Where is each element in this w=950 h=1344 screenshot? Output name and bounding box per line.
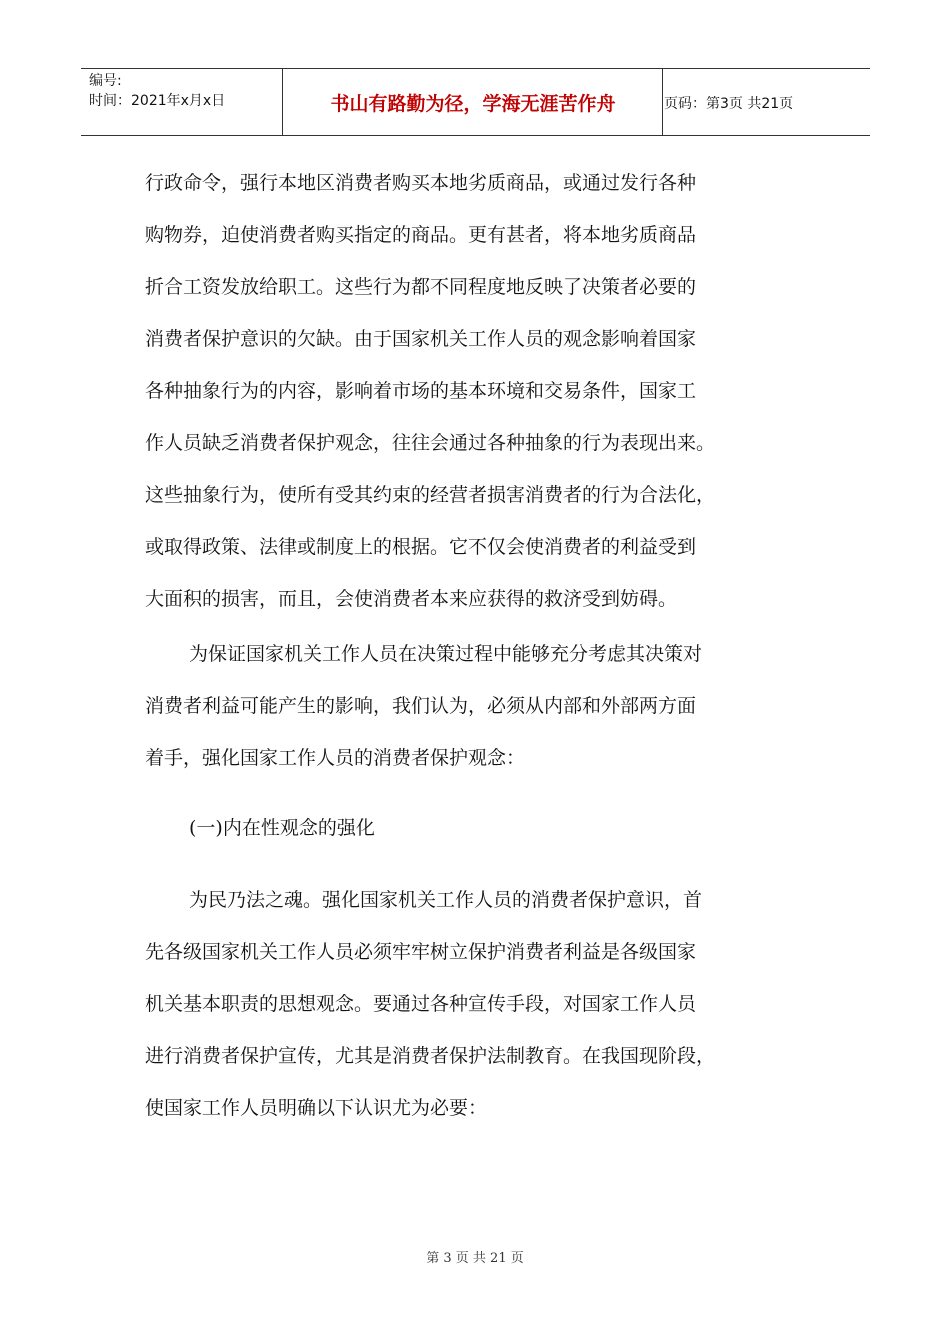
text-line: 或取得政策、法律或制度上的根据。它不仅会使消费者的利益受到 bbox=[145, 536, 697, 558]
document-number-label: 编号: bbox=[89, 73, 122, 89]
text-line: 消费者保护意识的欠缺。由于国家机关工作人员的观念影响着国家 bbox=[145, 328, 697, 350]
page-footer: 第 3 页 共 21 页 bbox=[426, 1251, 524, 1266]
header-divider-left bbox=[282, 69, 283, 135]
text-line: 为民乃法之魂。强化国家机关工作人员的消费者保护意识，首 bbox=[189, 889, 703, 911]
text-line: 各种抽象行为的内容，影响着市场的基本环境和交易条件，国家工 bbox=[145, 380, 697, 402]
text-line: 着手，强化国家工作人员的消费者保护观念： bbox=[145, 747, 526, 769]
header-meta bbox=[89, 71, 225, 111]
text-line: 机关基本职责的思想观念。要通过各种宣传手段，对国家工作人员 bbox=[145, 993, 697, 1015]
text-line: 这些抽象行为，使所有受其约束的经营者损害消费者的行为合法化， bbox=[145, 484, 716, 506]
text-line: 消费者利益可能产生的影响，我们认为，必须从内部和外部两方面 bbox=[145, 695, 697, 717]
text-line: 先各级国家机关工作人员必须牢牢树立保护消费者利益是各级国家 bbox=[145, 941, 697, 963]
text-line: 使国家工作人员明确以下认识尤为必要： bbox=[145, 1097, 488, 1119]
page-header bbox=[81, 68, 870, 136]
text-line: 折合工资发放给职工。这些行为都不同程度地反映了决策者必要的 bbox=[145, 276, 697, 298]
body-paragraph-2 bbox=[145, 628, 805, 784]
text-line: 作人员缺乏消费者保护观念，往往会通过各种抽象的行为表现出来。 bbox=[145, 432, 716, 454]
section-heading bbox=[145, 802, 805, 854]
heading-text: (一)内在性观念的强化 bbox=[189, 817, 375, 839]
text-line: 进行消费者保护宣传，尤其是消费者保护法制教育。在我国现阶段， bbox=[145, 1045, 716, 1067]
header-motto: 书山有路勤为径，学海无涯苦作舟 bbox=[330, 93, 616, 115]
text-line: 为保证国家机关工作人员在决策过程中能够充分考虑其决策对 bbox=[189, 643, 703, 665]
header-divider-right bbox=[662, 69, 663, 135]
text-line: 购物券，迫使消费者购买指定的商品。更有甚者，将本地劣质商品 bbox=[145, 224, 697, 246]
text-line: 行政命令，强行本地区消费者购买本地劣质商品，或通过发行各种 bbox=[145, 172, 697, 194]
document-date-label: 时间：2021年x月x日 bbox=[89, 93, 226, 109]
header-page-code: 页码：第3页 共21页 bbox=[664, 95, 794, 112]
text-line: 大面积的损害，而且，会使消费者本来应获得的救济受到妨碍。 bbox=[145, 588, 678, 610]
body-paragraph-1 bbox=[145, 157, 805, 625]
body-paragraph-3 bbox=[145, 874, 805, 1134]
